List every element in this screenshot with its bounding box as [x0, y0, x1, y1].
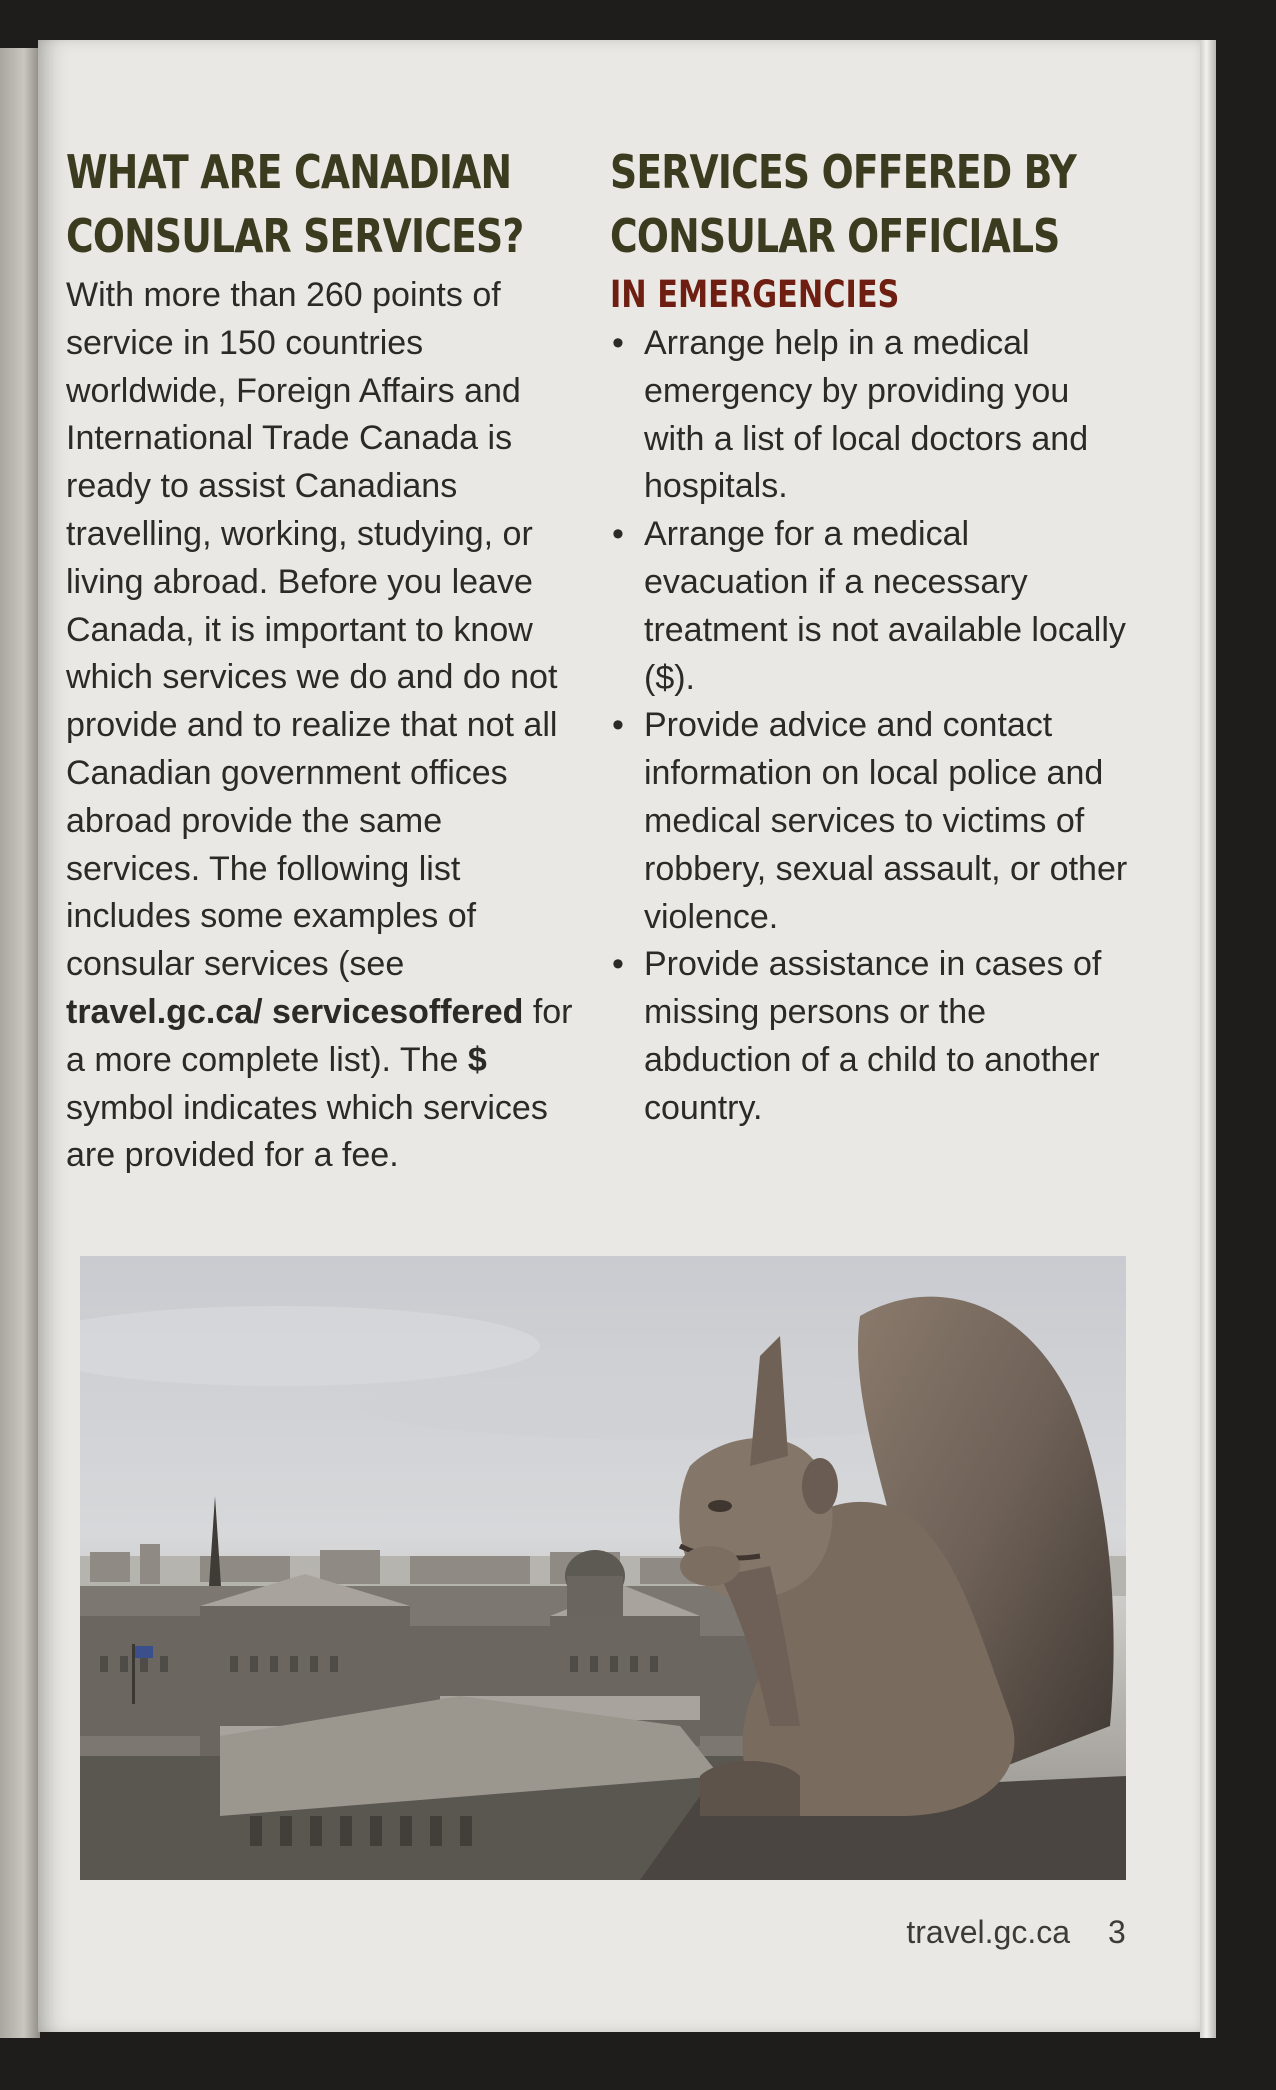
footer-url[interactable]: travel.gc.ca: [906, 1914, 1070, 1950]
page-edge: [1200, 40, 1216, 2038]
emergency-services-list: [610, 320, 1130, 1133]
intro-text: symbol indicates which services are provided for a fee.: [66, 1088, 548, 1175]
adjacent-page-sliver: [0, 48, 40, 2038]
bullet-icon: •: [612, 706, 624, 745]
heading-line: CONSULAR OFFICIALS: [610, 209, 1060, 263]
heading-line: WHAT ARE CANADIAN: [66, 145, 512, 199]
list-item-text: Arrange for a medical evacuation if a necessary treatment is not available locally ($).: [644, 515, 1126, 697]
services-link[interactable]: travel.gc.ca/ servicesoffered: [66, 992, 524, 1031]
right-column: [610, 140, 1130, 1133]
consular-services-heading: [66, 140, 576, 268]
list-item-text: Provide advice and contact information on local police and medical services to victims of robbery, sexual assault, or other violence.: [644, 706, 1128, 936]
list-item: [610, 702, 1130, 941]
fee-symbol: $: [467, 1040, 487, 1079]
list-item: [610, 320, 1130, 511]
list-item-text: Arrange help in a medical emergency by providing you with a list of local doctors and hospitals.: [644, 324, 1089, 506]
page-number: 3: [1108, 1914, 1126, 1950]
gargoyle-paris-photo: [80, 1256, 1126, 1880]
bullet-icon: •: [612, 324, 624, 362]
bullet-icon: •: [612, 945, 624, 984]
list-item: [610, 511, 1130, 702]
heading-line: SERVICES OFFERED BY: [610, 145, 1077, 199]
intro-text: With more than 260 points of service in 150 countries worldwide, Foreign Affairs and International Trade Canada is ready to assist Canadians travelling, working, studying, or living abroad. Before you leave Canada, it is important to know which services we do and do not provide and to realize that not all Canadian government offices abroad provide the same services. The following list includes some examples of consular services (see: [66, 276, 558, 984]
intro-paragraph: [66, 272, 576, 1180]
list-item-text: Provide assistance in cases of missing persons or the abduction of a child to another country.: [644, 945, 1102, 1127]
heading-line: CONSULAR SERVICES?: [66, 209, 524, 263]
left-column: [66, 140, 576, 1180]
bullet-icon: •: [612, 515, 624, 554]
intro-text: for a more complete list). The: [66, 992, 573, 1079]
list-item: [610, 941, 1130, 1132]
emergencies-subheading: IN EMERGENCIES: [610, 273, 900, 316]
services-offered-heading: [610, 140, 1130, 268]
